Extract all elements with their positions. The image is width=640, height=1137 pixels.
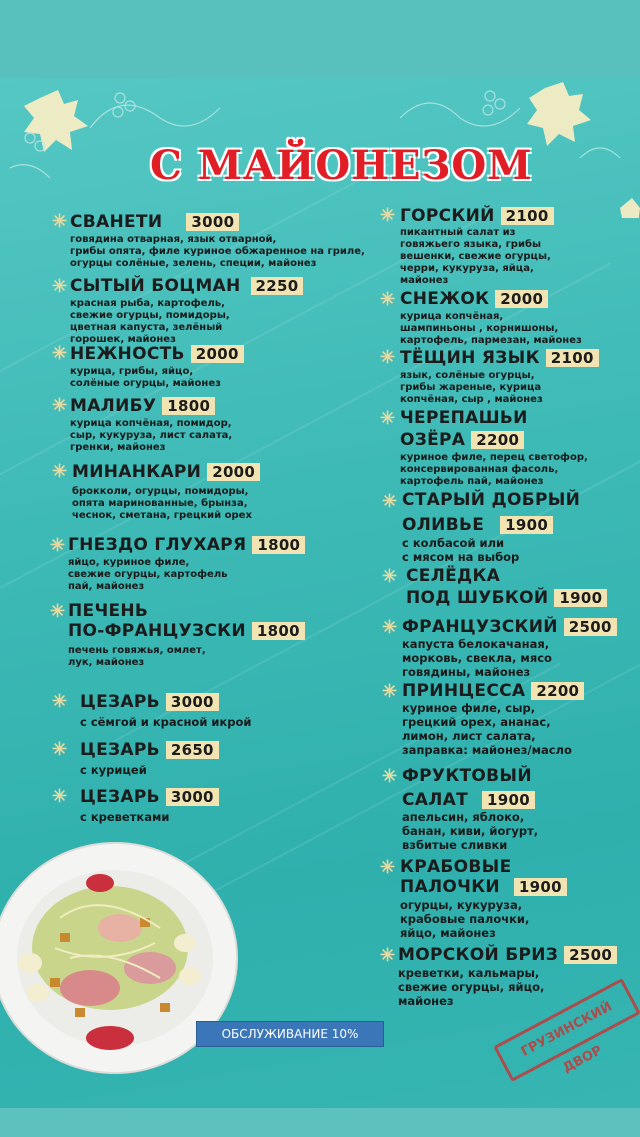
item-name: СТАРЫЙ ДОБРЫЙ: [402, 490, 581, 510]
menu-item: [400, 408, 588, 488]
item-name: ФРУКТОВЫЙ: [402, 766, 532, 786]
item-price: 1900: [554, 589, 607, 607]
brand-stamp: ГРУЗИНСКИЙ ДВОР: [493, 978, 640, 1082]
asterisk-bullet-icon: ✳: [382, 617, 398, 638]
item-name: ТЁЩИН ЯЗЫК: [400, 348, 540, 368]
item-name: ОЛИВЬЕ: [402, 515, 485, 535]
item-name: ЦЕЗАРЬ: [80, 692, 160, 712]
asterisk-bullet-icon: ✳: [382, 681, 398, 702]
item-name: КРАБОВЫЕ: [400, 857, 512, 877]
menu-item: [400, 289, 582, 347]
asterisk-bullet-icon: ✳: [380, 945, 396, 966]
item-desc: куриное филе, перец светофор, консервированная фасоль, картофель пай, майонез: [400, 452, 588, 487]
asterisk-bullet-icon: ✳: [52, 211, 68, 232]
item-price: 2200: [531, 682, 584, 700]
item-name: СЕЛЁДКА: [406, 566, 501, 586]
menu-item: [80, 787, 219, 824]
asterisk-bullet-icon: ✳: [52, 461, 68, 482]
item-desc: язык, солёные огурцы, грибы жареные, курица копчёная, сыр , майонез: [400, 370, 543, 405]
item-price: 1900: [514, 878, 567, 896]
asterisk-bullet-icon: ✳: [380, 347, 396, 368]
menu-item: [70, 344, 244, 390]
menu-item: [402, 681, 584, 757]
asterisk-bullet-icon: ✳: [382, 566, 398, 587]
item-desc: с креветками: [80, 810, 170, 824]
asterisk-bullet-icon: ✳: [52, 739, 68, 760]
asterisk-bullet-icon: ✳: [382, 491, 398, 512]
item-name: ПАЛОЧКИ: [400, 877, 500, 897]
item-price: 2000: [207, 463, 260, 481]
item-name: ПО-ФРАНЦУЗСКИ: [68, 621, 246, 641]
item-name: ГОРСКИЙ: [400, 206, 495, 226]
asterisk-bullet-icon: ✳: [380, 205, 396, 226]
item-desc: с колбасой или с мясом на выбор: [402, 536, 520, 564]
bottom-band: [0, 1108, 640, 1137]
menu-item: [400, 206, 554, 287]
item-price: 1900: [482, 791, 535, 809]
item-name: ОЗЁРА: [400, 430, 466, 450]
item-price: 1800: [162, 397, 215, 415]
item-name: ФРАНЦУЗСКИЙ: [402, 617, 558, 637]
item-desc: капуста белокачаная, морковь, свекла, мясо говядины, майонез: [402, 637, 552, 679]
item-desc: креветки, кальмары, свежие огурцы, яйцо, майонез: [398, 966, 545, 1008]
item-price: 2000: [191, 345, 244, 363]
menu-item: [400, 348, 599, 406]
item-desc: огурцы, кукуруза, крабовые палочки, яйцо, майонез: [400, 898, 530, 940]
item-price: 1900: [500, 516, 553, 534]
menu-item: [70, 276, 303, 346]
asterisk-bullet-icon: ✳: [52, 276, 68, 297]
item-name: ЦЕЗАРЬ: [80, 740, 160, 760]
item-desc: курица копчёная, шампиньоны , корнишоны, картофель, пармезан, майонез: [400, 311, 582, 346]
item-desc: пикантный салат из говяжьего языка, грибы вешенки, свежие огурцы, черри, кукуруза, яйца, майонез: [400, 227, 551, 286]
item-name: ГНЕЗДО ГЛУХАРЯ: [68, 535, 247, 555]
item-name: СЫТЫЙ БОЦМАН: [70, 276, 241, 296]
menu-item: [402, 490, 580, 564]
menu-item: [80, 740, 219, 777]
menu-item: [70, 212, 365, 270]
item-desc: курица копчёная, помидор, сыр, кукуруза, лист салата, гренки, майонез: [70, 418, 233, 453]
asterisk-bullet-icon: ✳: [52, 343, 68, 364]
item-desc: с сёмгой и красной икрой: [80, 715, 252, 729]
menu-item: [400, 857, 567, 940]
asterisk-bullet-icon: ✳: [380, 408, 396, 429]
menu-item: [72, 462, 260, 522]
item-name: НЕЖНОСТЬ: [70, 344, 185, 364]
asterisk-bullet-icon: ✳: [380, 857, 396, 878]
asterisk-bullet-icon: ✳: [50, 601, 66, 622]
item-desc: красная рыба, картофель, свежие огурцы, помидоры, цветная капуста, зелёный горошек, майонез: [70, 298, 230, 345]
asterisk-bullet-icon: ✳: [382, 766, 398, 787]
menu-item: [406, 566, 607, 608]
item-desc: говядина отварная, язык отварной, грибы опята, филе куриное обжаренное на гриле, огурцы солёные, зелень, специи, майонез: [70, 234, 365, 269]
item-price: 1800: [252, 536, 305, 554]
asterisk-bullet-icon: ✳: [52, 786, 68, 807]
page-title: С МАЙОНЕЗОМ: [150, 142, 533, 189]
asterisk-bullet-icon: ✳: [52, 691, 68, 712]
item-name: ПРИНЦЕССА: [402, 681, 526, 701]
item-price: 3000: [166, 788, 219, 806]
item-name: ПОД ШУБКОЙ: [406, 588, 549, 608]
item-name: МАЛИБУ: [70, 396, 157, 416]
item-price: 2100: [501, 207, 554, 225]
item-price: 3000: [186, 213, 239, 231]
item-name: ЧЕРЕПАШЬИ: [400, 408, 528, 428]
menu-item: [68, 535, 305, 593]
item-price: 2500: [564, 618, 617, 636]
asterisk-bullet-icon: ✳: [50, 535, 66, 556]
menu-item: [80, 692, 251, 729]
service-charge-badge: ОБСЛУЖИВАНИЕ 10%: [196, 1021, 384, 1047]
item-desc: яйцо, куриное филе, свежие огурцы, картофель пай, майонез: [68, 557, 228, 592]
item-price: 2250: [251, 277, 304, 295]
asterisk-bullet-icon: ✳: [52, 395, 68, 416]
asterisk-bullet-icon: ✳: [380, 289, 396, 310]
item-desc: апельсин, яблоко, банан, киви, йогурт, взбитые сливки: [402, 810, 539, 852]
item-name: СВАНЕТИ: [70, 212, 163, 232]
item-name: СНЕЖОК: [400, 289, 490, 309]
item-price: 2200: [471, 431, 524, 449]
item-price: 2650: [166, 741, 219, 759]
menu-item: [402, 766, 538, 852]
item-name: МИНАНКАРИ: [72, 462, 202, 482]
item-desc: курица, грибы, яйцо, солёные огурцы, майонез: [70, 366, 221, 389]
item-name: ЦЕЗАРЬ: [80, 787, 160, 807]
menu-item: [70, 396, 232, 454]
menu-item: [402, 617, 617, 679]
item-name: МОРСКОЙ БРИЗ: [398, 945, 559, 965]
item-name: САЛАТ: [402, 790, 469, 810]
item-price: 2000: [495, 290, 548, 308]
item-price: 3000: [166, 693, 219, 711]
top-band: [0, 0, 640, 78]
item-price: 2100: [546, 349, 599, 367]
item-desc: куриное филе, сыр, грецкий орех, ананас, лимон, лист салата, заправка: майонез/масло: [402, 701, 572, 757]
item-price: 1800: [252, 622, 305, 640]
item-desc: брокколи, огурцы, помидоры, опята маринованные, брынза, чеснок, сметана, грецкий орех: [72, 486, 252, 521]
item-price: 2500: [564, 946, 617, 964]
item-desc: печень говяжья, омлет, лук, майонез: [68, 645, 206, 668]
item-name: ПЕЧЕНЬ: [68, 601, 149, 621]
menu-item: [68, 601, 305, 669]
item-desc: с курицей: [80, 763, 147, 777]
